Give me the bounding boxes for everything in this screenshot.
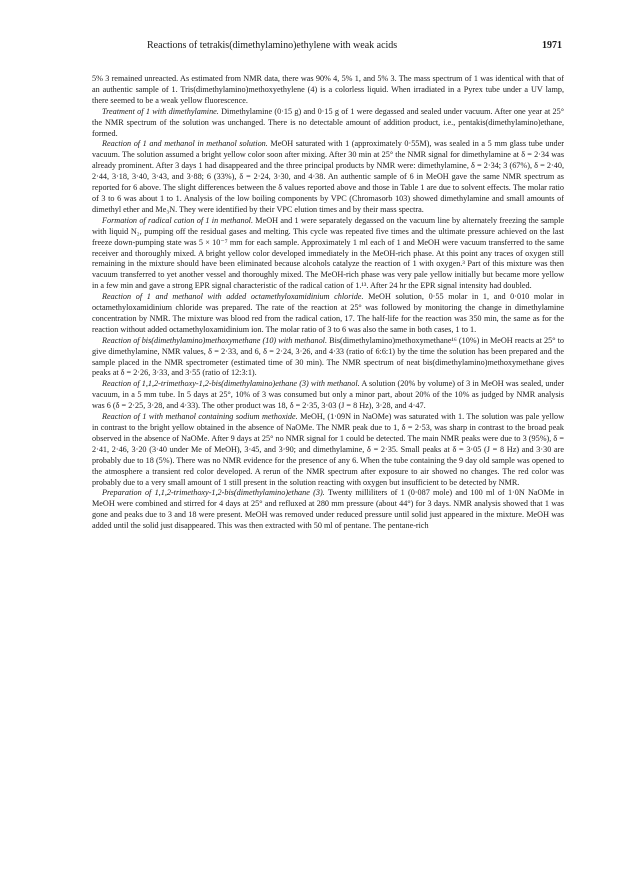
paragraph-4 — [92, 216, 564, 292]
paragraph-9 — [92, 488, 564, 532]
paragraph-text: MeOH saturated with 1 (approximately 0·55M), was sealed in a 5 mm glass tube under vacuum. The solution assumed a bright yellow color soon after mixing. After 30 min at 25° the NMR signal for dimethylamine at δ = 2·34 was already prominent. After 3 days 1 had disappeared and the three principal products by NMR were: dimethylamine, δ = 2·34; 3 (67%), δ = 2·40, 2·44, 3·18, 3·40, 3·43, and 3·88; 6 (33%), δ = 2·24, 3·30, and 4·38. An authentic sample of 6 in MeOH gave the same NMR spectrum as reported for 6 above. The slight differences between the δ values reported above and those in Table 1 are due to solvent effects. The molar ratio of 3 to 6 was about 1 to 1. Analysis of the low boiling components by VPC (Chromasorb 103) showed dimethylamine and small amounts of dimethyl ether and Me₃N. They were identified by their VPC elution times and by their mass spectra. — [92, 139, 565, 214]
running-head — [92, 40, 562, 56]
paragraph-text: Bis(dimethylamino)methoxymethane¹⁶ (10%) in MeOH reacts at 25° to give dimethylamine, NMR values, δ = 2·33, and 6, δ = 2·24, 3·26, and 4·33 (ratio of 6:6:1) by the time the solution has been prepared and the sample placed in the NMR spectrometer (estimated time of 30 min). The NMR spectrum of neat bis(dimethylamino)methoxymethane gives peaks at δ = 2·26, 3·33, and 3·55 (ratio of 12:3:1). — [92, 335, 564, 378]
paragraph-heading: Reaction of 1 and methanol with added octamethyloxamidinium chloride. — [102, 292, 364, 302]
paragraph-text: Dimethylamine (0·15 g) and 0·15 g of 1 were degassed and sealed under vacuum. After one year at 25° the NMR spectrum of the solution was unchanged. There is no detectable amount of addition product, i.e., pentakis(dimethylamino)ethane, formed. — [92, 106, 565, 138]
paragraph-text: Twenty milliliters of 1 (0·087 mole) and 100 ml of 1·0N NaOMe in MeOH were combined and stirred for 4 days at 25° and refluxed at 280 mm pressure (about 44°) for 3 days. NMR analysis showed that 1 was gone and peaks due to 3 and 18 were present. MeOH was removed under reduced pressure until solid just appeared in the mixture. MeOH was added until the solid just disappeared. This was then extracted with 50 ml of pentane. The pentane-rich — [92, 488, 564, 531]
paragraph-heading: Preparation of 1,1,2-trimethoxy-1,2-bis(dimethylamino)ethane (3). — [102, 488, 325, 498]
paragraph-heading: Reaction of 1 with methanol containing sodium methoxide. — [102, 412, 298, 422]
paragraph-heading: Formation of radical cation of 1 in methanol. — [102, 215, 253, 225]
paragraph-heading: Reaction of 1,1,2-trimethoxy-1,2-bis(dimethylamino)ethane (3) with methanol. — [102, 379, 360, 389]
paragraph-heading: Treatment of 1 with dimethylamine. — [102, 106, 219, 116]
paragraph-2 — [92, 107, 564, 140]
running-title: Reactions of tetrakis(dimethylamino)ethylene with weak acids — [147, 40, 398, 51]
paragraph-text: 5% 3 remained unreacted. As estimated from NMR data, there was 90% 4, 5% 1, and 5% 3. The mass spectrum of 1 was identical with that of an authentic sample of 1. Tris(dimethylamino)methoxyethylene (4) is a colorless liquid. When irradiated in a Pyrex tube under a UV lamp, there seemed to be a weak yellow fluorescence. — [92, 74, 564, 105]
paragraph-heading: Reaction of bis(dimethylamino)methoxymethane (10) with methanol. — [102, 335, 328, 345]
paragraph-7 — [92, 379, 564, 412]
paragraph-text: A solution (20% by volume) of 3 in MeOH was sealed, under vacuum, in a 5 mm tube. In 5 days at 25°, 10% of 3 was consumed but only a minor part, about 20% of the 10% as judged by NMR analysis was 6 (δ = 2·25, 3·28, and 4·33). The other product was 18, δ = 2·35, 3·03 (J = 8 Hz), 3·28, and 4·47. — [92, 379, 564, 411]
paragraph-8 — [92, 412, 564, 488]
paragraph-3 — [92, 139, 564, 215]
paragraph-text: MeOH, (1·09N in NaOMe) was saturated with 1. The solution was pale yellow in contrast to the bright yellow obtained in the absence of NaOMe. The NMR peak due to 1, δ = 2·53, was sharp in contrast to the broad peak observed in the absence of NaOMe. After 9 days at 25° no NMR signal for 1 could be detected. The main NMR peaks were due to 3 (95%), δ = 2·41, 2·46, 3·20 (3·40 under Me of MeOH), 3·45, and 3·90; and dimethylamine, δ = 2·35. Small peaks at δ = 3·05 (J = 8 Hz) and 3·30 are probably due to 18 (5%). There was no NMR evidence for the presence of any 6. When the tube containing the 9 day old sample was opened to the atmosphere a transient red color developed. A rerun of the NMR spectrum after exposure to air showed no changes. The red color was probably due to a very small amount of 1 still present in the solution reacting with oxygen but insufficient to be detected by NMR. — [92, 412, 564, 487]
paragraph-text: MeOH and 1 were separately degassed on the vacuum line by alternately freezing the sample with liquid N₂, pumping off the residual gases and melting. This cycle was repeated five times and the ultimate pressure achieved on the last freeze down-pumping state was 5 × 10⁻⁷ mm for each sample. Approximately 1 ml each of 1 and MeOH were vacuum transferred to the same receiver and thoroughly mixed. A bright yellow color developed immediately in the MeOH-rich phase. At this point any traces of oxygen still remaining in the mixture should have been eliminated because alcohols catalyze the reaction of 1 with oxygen.³ Part of this mixture was then vacuum transferred to yet another vessel and thoroughly mixed. The MeOH-rich phase was very pale yellow initially but became more yellow in a few min and gave a strong EPR signal characteristic of the radical cation of 1.¹³. After 24 hr the EPR signal intensity had doubled. — [92, 215, 565, 291]
paragraph-heading: Reaction of 1 and methanol in methanol solution. — [102, 139, 268, 149]
paragraph-6 — [92, 336, 564, 380]
paragraph-1 — [92, 74, 564, 107]
article-body — [92, 74, 564, 532]
paragraph-text: MeOH solution, 0·55 molar in 1, and 0·010 molar in octamethyloxamidinium chloride was prepared. The rate of the reaction at 25° was followed by monitoring the change in dimethylamine concentration by NMR. The mixture was blood red from the radical cation, 17. The half-life for the reaction was 350 min, the same as for the reaction without added octamethyloxamidinium ion. The molar ratio of 3 to 6 was also the same in both cases, 1 to 1. — [92, 292, 564, 334]
page-number: 1971 — [542, 40, 562, 51]
paragraph-5 — [92, 292, 564, 336]
